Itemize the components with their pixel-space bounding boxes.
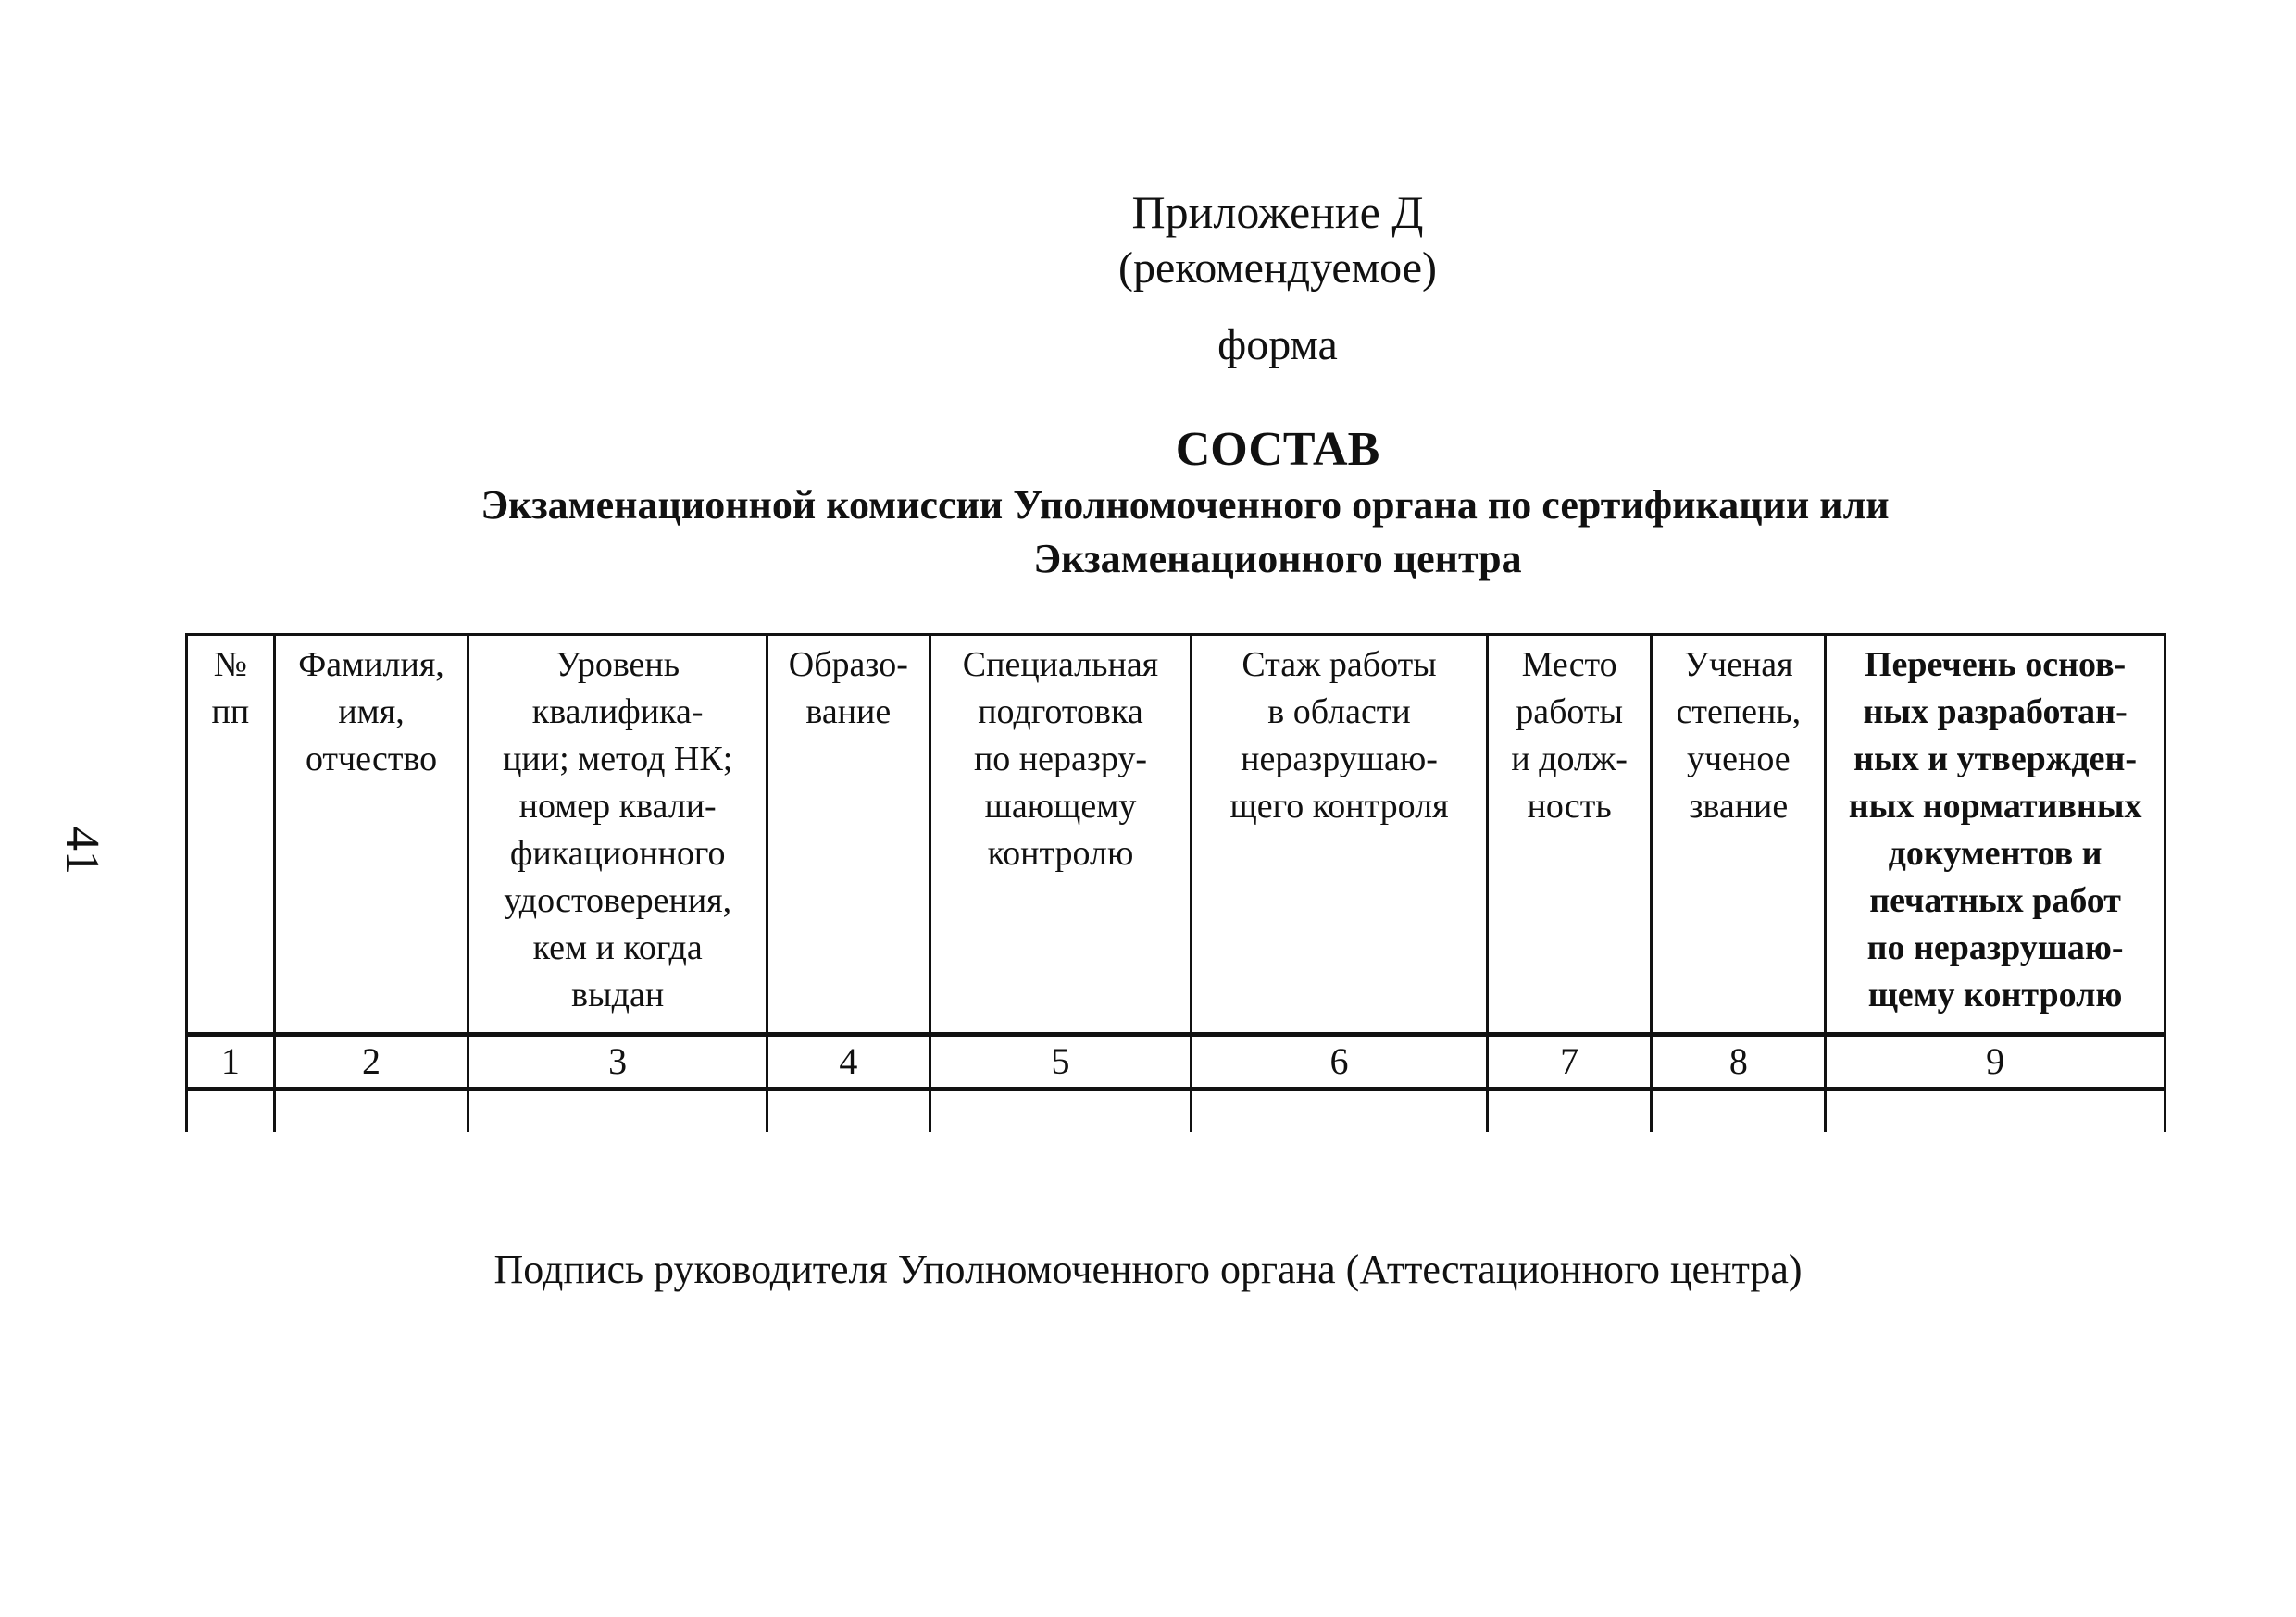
header-cell-experience [1192,635,1488,1035]
header-line: выдан [571,976,665,1014]
header-line: печатных работ [1869,881,2121,920]
column-number: 7 [1487,1035,1652,1089]
empty-data-row [187,1089,2165,1133]
header-line: подготовка [978,692,1143,731]
header-line: номер квали- [518,787,717,826]
empty-cell[interactable] [1487,1089,1652,1133]
empty-cell[interactable] [767,1089,930,1133]
form-label: форма [1217,320,1338,369]
header-line: звание [1689,787,1789,826]
header-line: шающему [984,787,1137,826]
header-cell-education [767,635,930,1035]
header-line: Перечень основ- [1864,645,2127,684]
column-number: 3 [468,1035,767,1089]
header-line: фикационного [509,834,726,873]
header-line: кем и когда [532,928,703,967]
header-line: ных нормативных [1848,787,2142,826]
header-line: удостоверения, [504,881,732,920]
empty-cell[interactable] [930,1089,1192,1133]
empty-cell[interactable] [1652,1089,1826,1133]
header-cell-number [187,635,275,1035]
header-line: документов и [1888,834,2103,873]
column-number: 9 [1826,1035,2165,1089]
header-line: Образо- [788,645,908,684]
appendix-status: (рекомендуемое) [1118,243,1437,292]
header-cell-special-training [930,635,1192,1035]
header-line: Фамилия, [298,645,444,684]
column-number: 4 [767,1035,930,1089]
header-line: Место [1521,645,1617,684]
header-line: ных и утвержден- [1853,740,2138,778]
header-line: работы [1516,692,1624,731]
header-line: по неразрушаю- [1866,928,2124,967]
empty-cell[interactable] [468,1089,767,1133]
header-cell-qualification [468,635,767,1035]
header-line: ных разработан- [1863,692,2128,731]
header-line: Уровень [555,645,680,684]
appendix-title: Приложение Д [1131,186,1424,238]
empty-cell[interactable] [274,1089,468,1133]
header-line: щего контроля [1229,787,1449,826]
header-line: Ученая [1684,645,1793,684]
commission-table [185,633,2166,1133]
page-number: 41 [56,827,108,875]
column-number: 6 [1192,1035,1488,1089]
header-cell-publications [1826,635,2165,1035]
header-line: неразрушаю- [1241,740,1438,778]
empty-cell[interactable] [187,1089,275,1133]
column-number: 1 [187,1035,275,1089]
signature-line: Подпись руководителя Уполномоченного органа (Аттестационного центра) [493,1247,1803,1292]
header-line: щему контролю [1867,976,2123,1014]
column-number-row [187,1035,2165,1089]
document-title: СОСТАВ [1175,423,1380,476]
header-line: квалифика- [531,692,704,731]
table-header-row [187,635,2165,1035]
column-number: 5 [930,1035,1192,1089]
header-cell-academic-degree [1652,635,1826,1035]
header-line: отчество [305,740,438,778]
column-number: 8 [1652,1035,1826,1089]
header-line: ции; метод НК; [503,740,733,778]
header-cell-full-name [274,635,468,1035]
column-number: 2 [274,1035,468,1089]
header-line: в области [1267,692,1411,731]
empty-cell[interactable] [1192,1089,1488,1133]
header-line: Стаж работы [1242,645,1437,684]
document-subtitle-line-1: Экзаменационной комиссии Уполномоченного органа по сертификации или [480,482,1890,528]
header-line: и долж- [1511,740,1628,778]
header-line: по неразру- [973,740,1148,778]
header-line: № [213,645,247,684]
header-line: ученое [1687,740,1791,778]
document-subtitle-line-2: Экзаменационного центра [1033,536,1522,581]
empty-cell[interactable] [1826,1089,2165,1133]
header-line: вание [805,692,892,731]
header-line: имя, [338,692,405,731]
header-line: контролю [987,834,1134,873]
header-line: пп [211,692,250,731]
commission-table-grid [185,633,2166,1132]
header-line: степень, [1676,692,1802,731]
header-cell-workplace [1487,635,1652,1035]
header-line: ность [1527,787,1612,826]
header-line: Специальная [962,645,1159,684]
